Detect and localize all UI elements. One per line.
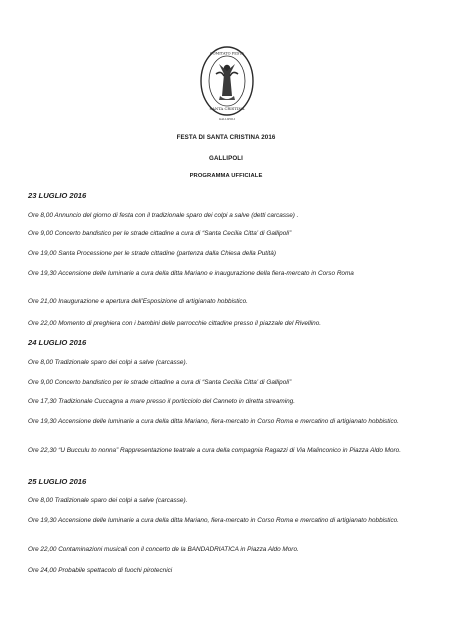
document-title: FESTA DI SANTA CRISTINA 2016	[176, 134, 276, 141]
list-item: Ore 8,00 Annuncio del giorno di festa con il tradizionale sparo dei colpi a salve (detti carcasse) .	[28, 212, 299, 219]
list-item: Ore 19,30 Accensione delle luminarie a cura della ditta Mariano, fiera-mercato in Corso Roma e mercatino di artigianato hobbistico.	[28, 517, 399, 524]
list-item: Ore 8,00 Tradizionale sparo dei colpi a salve (carcasse).	[28, 359, 188, 366]
seal-text-bottom: SANTA CRISTINA	[209, 106, 245, 111]
saint-seal-icon	[199, 44, 255, 122]
day-heading: 25 LUGLIO 2016	[28, 477, 87, 486]
seal-text-top: COMITATO FESTA	[209, 51, 245, 56]
program-heading: PROGRAMMA UFFICIALE	[189, 173, 263, 179]
day-heading: 24 LUGLIO 2016	[28, 338, 87, 347]
list-item: Ore 9,00 Concerto bandistico per le strade cittadine a cura di “Santa Cecilia Citta’ di Gallipoli”	[28, 379, 292, 386]
list-item: Ore 9,00 Concerto bandistico per le strade cittadine a cura di “Santa Cecilia Citta’ di Gallipoli”	[28, 230, 292, 237]
list-item: Ore 21,00 Inaugurazione e apertura dell’Esposizione di artigianato hobbistico.	[28, 298, 248, 305]
list-item: Ore 19,00 Santa Processione per le strade cittadine (partenza dalla Chiesa della Putità)	[28, 250, 276, 257]
city-heading: GALLIPOLI	[209, 155, 243, 162]
list-item: Ore 22,00 Momento di preghiera con i bambini delle parrocchie cittadine presso il piazzale del Rivellino.	[28, 320, 322, 327]
seal-text-city: GALLIPOLI	[218, 117, 236, 121]
list-item: Ore 8,00 Tradizionale sparo dei colpi a salve (carcasse).	[28, 497, 188, 504]
day-heading: 23 LUGLIO 2016	[28, 191, 87, 200]
list-item: Ore 24,00 Probabile spettacolo di fuochi pirotecnici	[28, 567, 173, 574]
list-item: Ore 19,30 Accensione delle luminarie a cura della ditta Mariano e inaugurazione della fiera-mercato in Corso Roma	[28, 270, 354, 277]
list-item: Ore 22,00 Contaminazioni musicali con il concerto de la BANDADRIATICA in Piazza Aldo Moro.	[28, 546, 299, 553]
committee-seal	[199, 44, 255, 122]
list-item: Ore 22,30 “U Bucculu to nonna” Rappresentazione teatrale a cura della compagnia Ragazzi di Via Malinconico in Piazza Aldo Moro.	[28, 447, 401, 454]
list-item: Ore 19,30 Accensione delle luminarie a cura della ditta Mariano, fiera-mercato in Corso Roma e mercatino di artigianato hobbistico.	[28, 418, 399, 425]
list-item: Ore 17,30 Tradizionale Cuccagna a mare presso il porticciolo del Canneto in diretta streaming.	[28, 398, 296, 405]
